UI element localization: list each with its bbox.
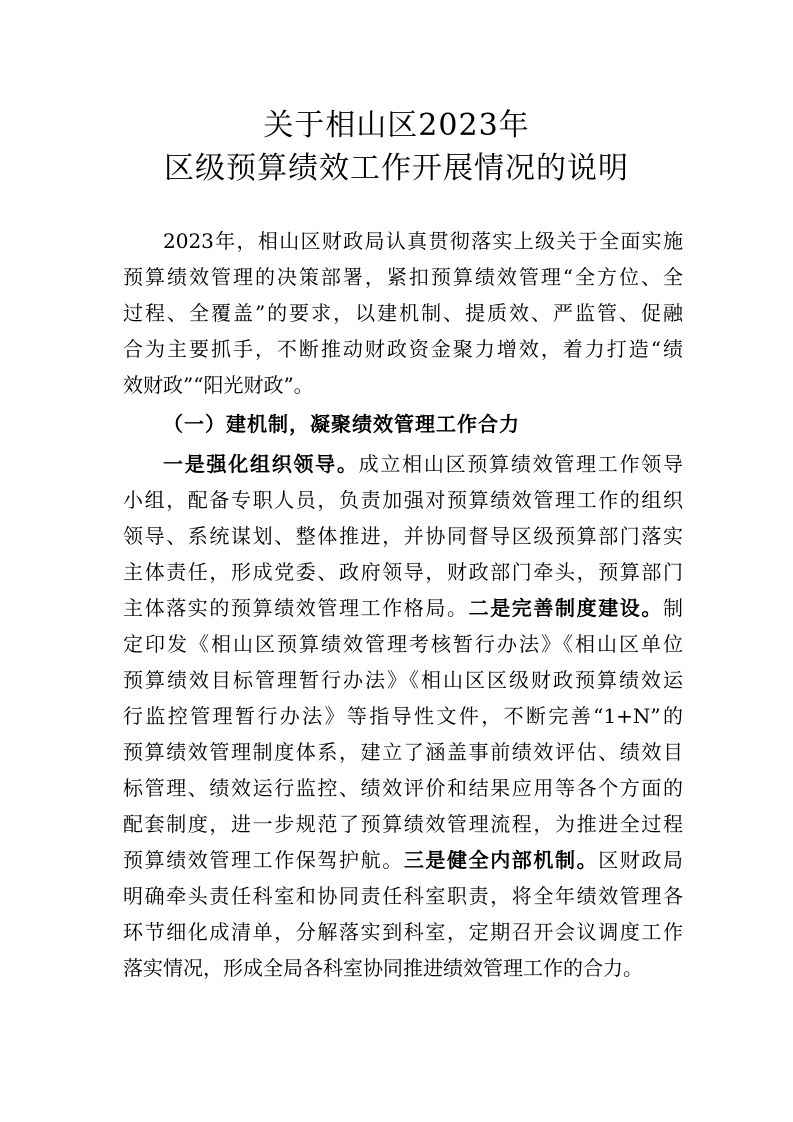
point-one-label: 一是强化组织领导。 <box>163 452 359 476</box>
paragraph-line-7: 预算绩效目标管理暂行办法》《相山区区级财政预算绩效运 <box>123 668 683 692</box>
paragraph-line-4: 主体责任，形成党委、政府领导，财政部门牵头，预算部门 <box>123 560 683 584</box>
paragraph-line-8: 行监控管理暂行办法》等指导性文件，不断完善“1+N”的 <box>123 704 683 728</box>
paragraph-line-5-text: 主体落实的预算绩效管理工作格局。 <box>123 596 469 620</box>
paragraph-line-11: 配套制度，进一步规范了预算绩效管理流程，为推进全过程 <box>123 812 683 836</box>
document-title-line-2: 区级预算绩效工作开展情况的说明 <box>164 151 629 186</box>
intro-line-4: 合为主要抓手，不断推动财政资金聚力增效，着力打造“绩 <box>123 337 683 361</box>
document-title-line-1: 关于相山区2023年 <box>263 108 530 143</box>
intro-line-2: 预算绩效管理的决策部署，紧扣预算绩效管理“全方位、全 <box>123 265 683 289</box>
paragraph-line-15: 落实情况，形成全局各科室协同推进绩效管理工作的合力。 <box>123 956 643 980</box>
paragraph-line-12-tail: 区财政局 <box>598 848 684 872</box>
point-two-label: 二是完善制度建设。 <box>468 596 664 620</box>
paragraph-line-12 <box>123 848 683 872</box>
paragraph-line-14: 环节细化成清单，分解落实到科室，定期召开会议调度工作 <box>123 920 683 944</box>
paragraph-line-3: 领导、系统谋划、整体推进，并协同督导区级预算部门落实 <box>123 524 683 548</box>
paragraph-line-5-tail: 制 <box>663 596 684 620</box>
intro-line-1: 2023年，相山区财政局认真贯彻落实上级关于全面实施 <box>163 229 683 253</box>
paragraph-line-1-text: 成立相山区预算绩效管理工作领导 <box>358 452 684 476</box>
section-heading: （一）建机制，凝聚绩效管理工作合力 <box>163 412 520 436</box>
paragraph-line-2: 小组，配备专职人员，负责加强对预算绩效管理工作的组织 <box>123 488 683 512</box>
point-three-label: 三是健全内部机制。 <box>403 848 599 872</box>
paragraph-line-10: 标管理、绩效运行监控、绩效评价和结果应用等各个方面的 <box>123 776 683 800</box>
paragraph-line-1 <box>163 452 683 476</box>
paragraph-line-12-text: 预算绩效管理工作保驾护航。 <box>123 848 404 872</box>
intro-line-3: 过程、全覆盖”的要求，以建机制、提质效、严监管、促融 <box>123 301 683 325</box>
intro-line-5: 效财政”“阳光财政”。 <box>123 373 314 397</box>
paragraph-line-6: 定印发《相山区预算绩效管理考核暂行办法》《相山区单位 <box>123 632 683 656</box>
paragraph-line-13: 明确牵头责任科室和协同责任科室职责，将全年绩效管理各 <box>123 884 683 908</box>
paragraph-line-9: 预算绩效管理制度体系，建立了涵盖事前绩效评估、绩效目 <box>123 740 683 764</box>
paragraph-line-5 <box>123 596 683 620</box>
